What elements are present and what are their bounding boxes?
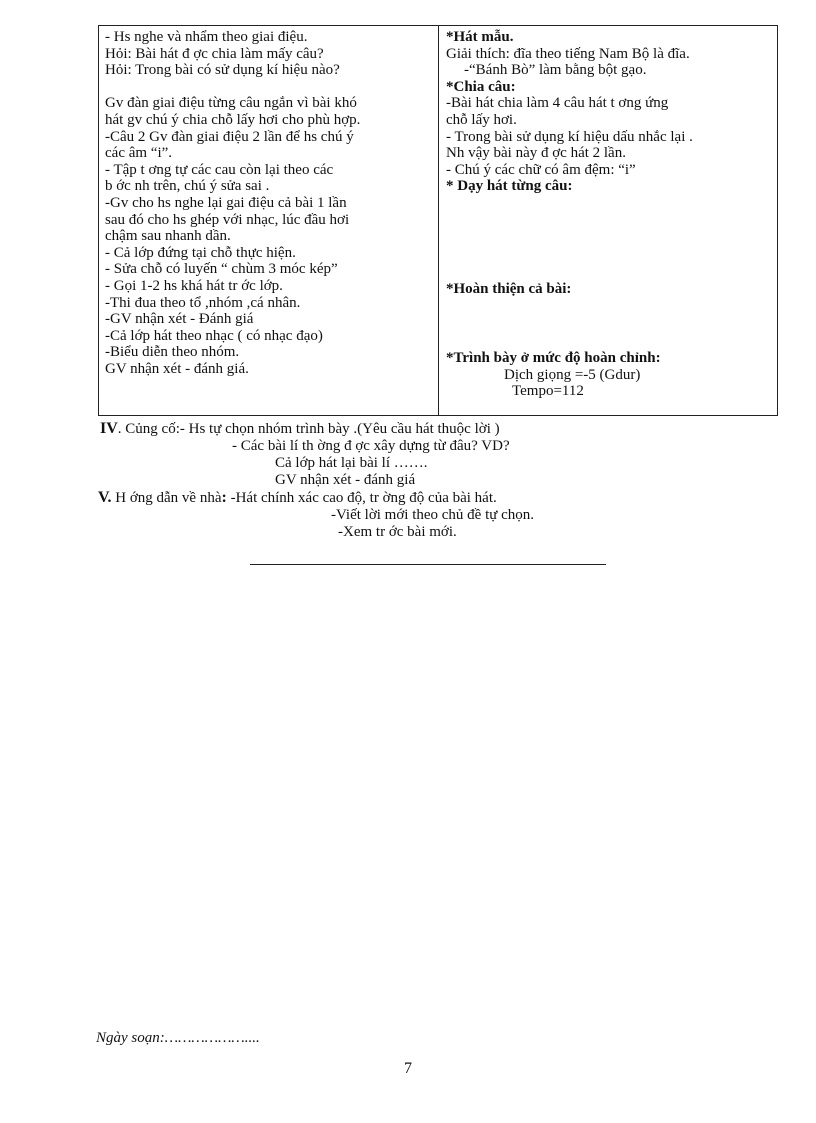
left-line-17: -Thi đua theo tổ ,nhóm ,cá nhân. xyxy=(105,294,301,311)
section-iv-line-3: Cả lớp hát lại bài lí ……. xyxy=(275,455,428,471)
left-line-15: - Sửa chỗ có luyến “ chùm 3 móc kép” xyxy=(105,261,338,278)
banh-bo-text: -“Bánh Bò” làm bằng bột gạo. xyxy=(464,62,647,79)
left-line-3: Hỏi: Trong bài có sử dụng kí hiệu nào? xyxy=(105,62,340,79)
end-divider xyxy=(250,564,606,565)
left-line-8: các âm “i”. xyxy=(105,145,173,162)
chia-cau-line-3: - Trong bài sử dụng kí hiệu dấu nhắc lại . xyxy=(446,128,693,145)
section-iv-line-4: GV nhận xét - đánh giá xyxy=(275,472,416,488)
section-v-numeral: V. xyxy=(98,489,112,506)
chia-cau-line-5: - Chú ý các chữ có âm đệm: “i” xyxy=(446,161,636,178)
section-iv-line-1: . Củng cố:- Hs tự chọn nhóm trình bày .(Yêu cầu hát thuộc lời ) xyxy=(117,421,500,437)
section-v-colon: : xyxy=(221,489,227,506)
left-line-14: - Cả lớp đứng tại chỗ thực hiện. xyxy=(105,244,296,261)
section-v-line-3: -Xem tr ớc bài mới. xyxy=(338,524,457,540)
lesson-table xyxy=(98,25,778,416)
page-number: 7 xyxy=(404,1060,412,1077)
left-line-11: -Gv cho hs nghe lại gai điệu cả bài 1 lần xyxy=(105,194,347,211)
section-v-label: H ớng dẫn về nhà xyxy=(111,490,222,506)
left-line-12: sau đó cho hs ghép với nhạc, lúc đầu hơi xyxy=(105,211,350,228)
left-line-9: - Tập t ơng tự các cau còn lại theo các xyxy=(105,161,334,178)
left-line-16: - Gọi 1-2 hs khá hát tr ớc lớp. xyxy=(105,277,283,294)
date-label: Ngày soạn:……………….... xyxy=(96,1030,260,1046)
trinh-bay-heading: *Trình bày ở mức độ hoàn chỉnh: xyxy=(446,350,661,367)
hoan-thien-heading: *Hoàn thiện cả bài: xyxy=(446,280,572,297)
chia-cau-line-2: chỗ lấy hơi. xyxy=(446,111,517,128)
giai-thich-text: Giải thích: đĩa theo tiếng Nam Bộ là đĩa. xyxy=(446,45,690,62)
student-content-column xyxy=(439,26,777,415)
left-line-10: b ớc nh trên, chú ý sửa sai . xyxy=(105,178,270,195)
tempo-text: Tempo=112 xyxy=(512,383,584,400)
section-iv-numeral: IV xyxy=(100,420,118,437)
section-iv-line-2: - Các bài lí th ờng đ ợc xây dựng từ đâu? VD? xyxy=(232,438,510,454)
section-v-line-2: -Viết lời mới theo chủ đề tự chọn. xyxy=(331,507,535,523)
section-iv-cung-co xyxy=(100,420,740,541)
left-line-21: GV nhận xét - đánh giá. xyxy=(105,360,249,377)
left-line-7: -Câu 2 Gv đàn giai điệu 2 lần để hs chú ý xyxy=(105,128,354,145)
dich-giong-text: Dịch giọng =-5 (Gdur) xyxy=(504,366,641,383)
chia-cau-heading: *Chia câu: xyxy=(446,78,516,95)
chia-cau-line-1: -Bài hát chia làm 4 câu hát t ơng ứng xyxy=(446,95,669,112)
left-line-19: -Cả lớp hát theo nhạc ( có nhạc đạo) xyxy=(105,327,323,344)
left-line-1: - Hs nghe và nhẩm theo giai điệu. xyxy=(105,29,308,45)
left-line-5: Gv đàn giai điệu từng câu ngắn vì bài khó xyxy=(105,95,357,112)
teacher-activities-column xyxy=(99,26,439,415)
left-line-4 xyxy=(105,79,432,96)
left-line-6: hát gv chú ý chia chỗ lấy hơi cho phù hợp. xyxy=(105,111,361,128)
left-line-18: -GV nhận xét - Đánh giá xyxy=(105,311,254,328)
left-line-2: Hỏi: Bài hát đ ợc chia làm mấy câu? xyxy=(105,45,324,62)
hat-mau-heading: *Hát mẫu. xyxy=(446,29,514,45)
section-v-line-1: -Hát chính xác cao độ, tr ờng độ của bài hát. xyxy=(226,490,497,506)
chia-cau-line-4: Nh vậy bài này đ ợc hát 2 lần. xyxy=(446,145,626,162)
day-hat-heading: * Dạy hát từng câu: xyxy=(446,178,573,195)
left-line-20: -Biểu diễn theo nhóm. xyxy=(105,344,240,361)
left-line-13: chậm sau nhanh dần. xyxy=(105,228,231,245)
